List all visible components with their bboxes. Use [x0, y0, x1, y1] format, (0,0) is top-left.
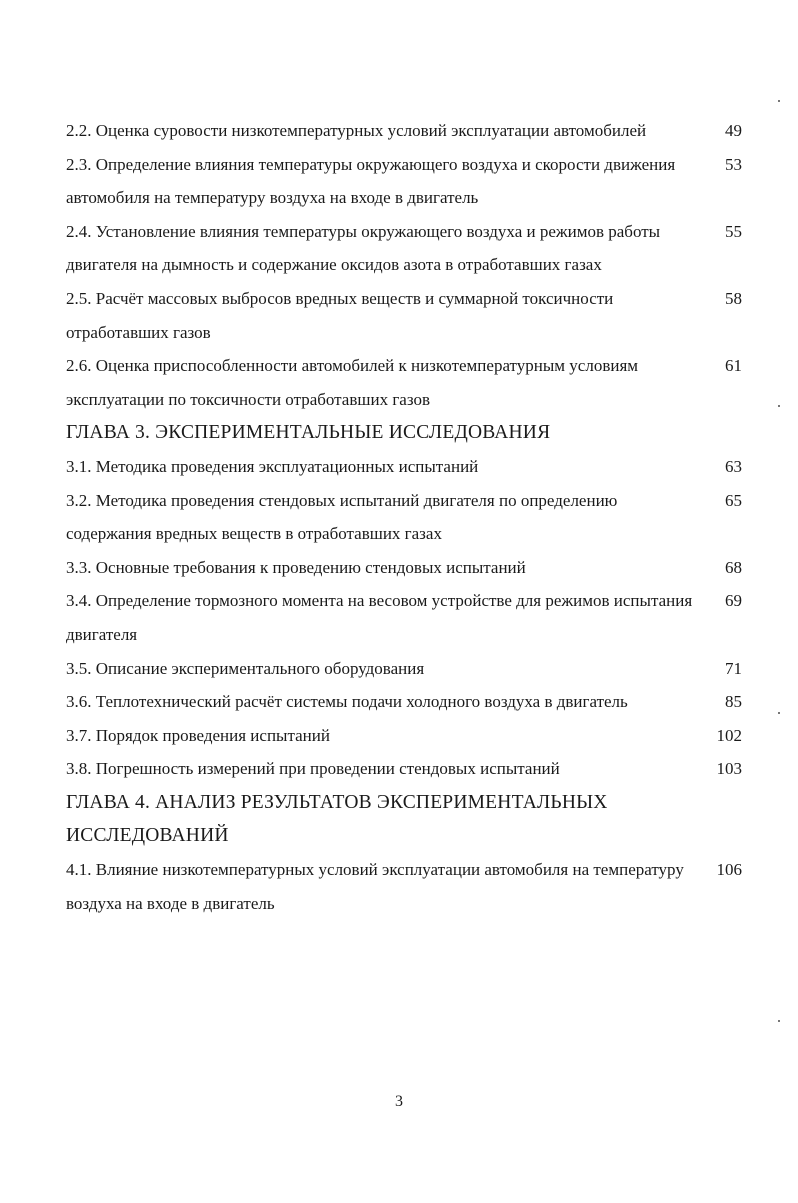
toc-entry-3-6: [66, 685, 746, 719]
toc-entry-title: 3.2. Методика проведения стендовых испытаний двигателя по определению содержания вредных веществ в отработавших газах: [66, 490, 618, 544]
table-of-contents: [66, 114, 746, 920]
scan-speck: [778, 712, 780, 714]
toc-entry-3-8: [66, 752, 746, 786]
scan-speck: [778, 100, 780, 102]
toc-entry-3-7: [66, 719, 746, 753]
page-number: 3: [395, 1093, 403, 1110]
toc-entry-page: 65: [725, 490, 742, 510]
scan-speck: [778, 405, 780, 407]
toc-entry-title: 4.1. Влияние низкотемпературных условий эксплуатации автомобиля на температуру воздуха на входе в двигатель: [66, 860, 684, 913]
toc-entry-page: 69: [725, 591, 742, 611]
scan-speck: [778, 1020, 780, 1022]
toc-entry-3-3: [66, 551, 746, 585]
toc-entry-3-1: [66, 450, 746, 484]
toc-entry-page: 49: [725, 121, 742, 140]
toc-entry-2-2: [66, 114, 746, 148]
toc-entry-title: 2.3. Определение влияния температуры окружающего воздуха и скорости движения автомобиля на температуру воздуха на входе в двигатель: [66, 154, 676, 208]
toc-entry-title: 3.6. Теплотехнический расчёт системы подачи холодного воздуха в двигатель: [66, 692, 628, 712]
toc-entry-title: 3.7. Порядок проведения испытаний: [66, 725, 330, 745]
toc-entry-4-1: [66, 853, 746, 920]
toc-entry-2-3: [66, 148, 746, 215]
toc-entry-title: 3.8. Погрешность измерений при проведении стендовых испытаний: [66, 759, 560, 779]
toc-entry-title: 2.2. Оценка суровости низкотемпературных условий эксплуатации автомобилей: [66, 121, 647, 140]
toc-entry-2-4: [66, 215, 746, 282]
chapter-3-heading: ГЛАВА 3. ЭКСПЕРИМЕНТАЛЬНЫЕ ИССЛЕДОВАНИЯ: [66, 422, 551, 444]
toc-entry-2-6: [66, 349, 746, 416]
toc-entry-title: 3.4. Определение тормозного момента на весовом устройстве для режимов испытания двигателя: [66, 591, 693, 644]
toc-entry-title: 2.6. Оценка приспособленности автомобилей к низкотемпературным условиям эксплуатации по токсичности отработавших газов: [66, 356, 639, 409]
toc-entry-title: 2.5. Расчёт массовых выбросов вредных веществ и суммарной токсичности отработавших газов: [66, 288, 614, 342]
toc-entry-title: 3.1. Методика проведения эксплуатационных испытаний: [66, 456, 479, 476]
toc-entry-page: 85: [725, 692, 742, 712]
toc-entry-2-5: [66, 282, 746, 349]
toc-entry-page: 53: [725, 154, 742, 174]
toc-entry-page: 63: [725, 456, 742, 476]
chapter-4-heading: ГЛАВА 4. АНАЛИЗ РЕЗУЛЬТАТОВ ЭКСПЕРИМЕНТАЛЬНЫХ ИССЛЕДОВАНИЙ: [66, 791, 608, 847]
toc-entry-page: 102: [716, 725, 742, 745]
toc-entry-page: 71: [725, 658, 742, 678]
toc-entry-3-5: [66, 652, 746, 686]
toc-entry-page: 106: [716, 860, 742, 880]
toc-entry-page: 103: [716, 759, 742, 779]
toc-entry-title: 3.5. Описание экспериментального оборудования: [66, 658, 425, 678]
toc-entry-page: 61: [725, 356, 742, 376]
toc-entry-title: 2.4. Установление влияния температуры окружающего воздуха и режимов работы двигателя на дымность и содержание оксидов азота в отработавших газах: [66, 221, 661, 275]
toc-entry-3-4: [66, 584, 746, 651]
toc-entry-page: 55: [725, 221, 742, 241]
toc-entry-page: 58: [725, 288, 742, 308]
toc-entry-3-2: [66, 484, 746, 551]
toc-entry-page: 68: [725, 557, 742, 577]
toc-entry-title: 3.3. Основные требования к проведению стендовых испытаний: [66, 557, 526, 577]
